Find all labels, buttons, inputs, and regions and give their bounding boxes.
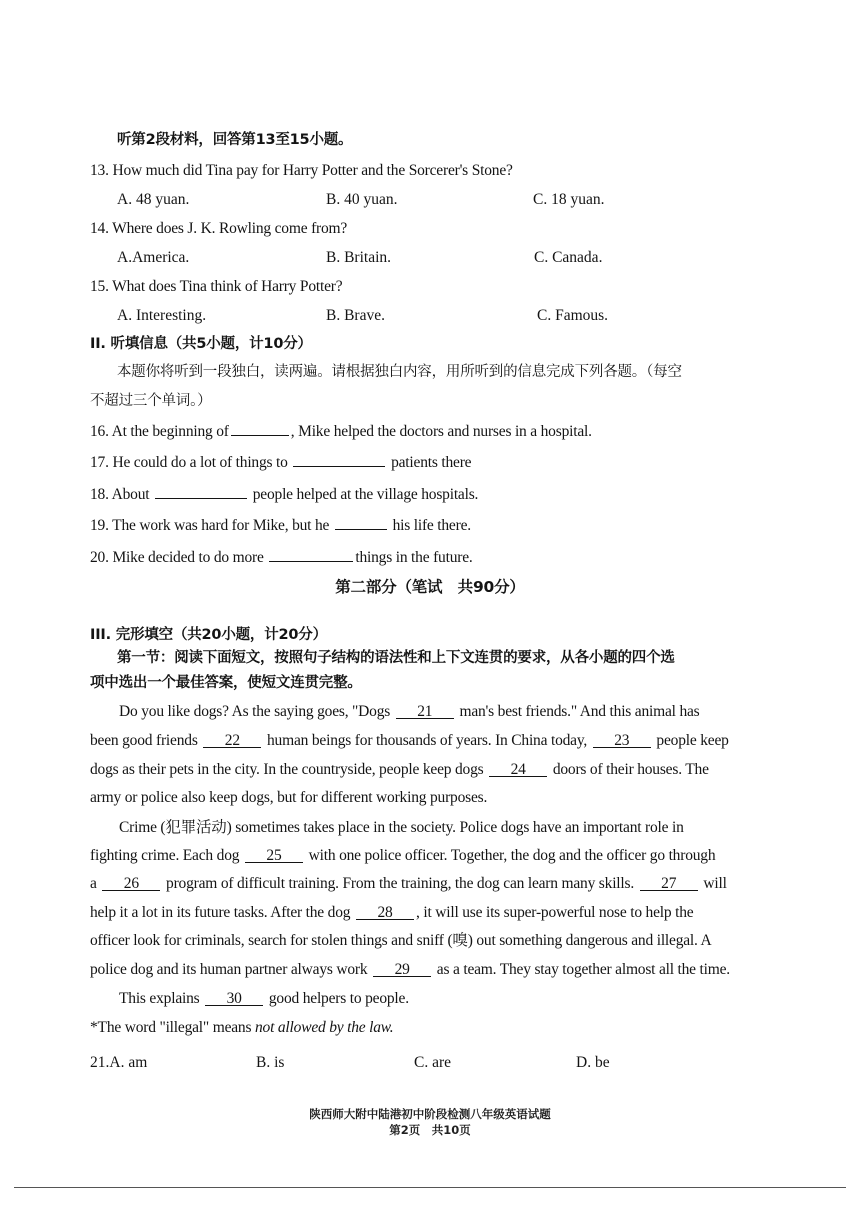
passage-line <box>90 960 730 980</box>
item-20 <box>90 545 473 568</box>
passage-text: , it will use its super-powerful nose to help the <box>416 904 694 921</box>
question-15-option-b: B. Brave. <box>326 307 385 324</box>
question-21-option-d: D. be <box>576 1054 610 1071</box>
item-18 <box>90 482 478 505</box>
item-16-text-after: , Mike helped the doctors and nurses in a hospital. <box>290 423 592 440</box>
cloze-blank-21[interactable]: 21 <box>396 702 454 719</box>
passage-text: help it a lot in its future tasks. After the dog <box>90 904 354 921</box>
question-21-option-b: B. is <box>256 1054 285 1071</box>
question-21-option-a: 21.A. am <box>90 1054 148 1071</box>
question-15-option-a: A. Interesting. <box>117 307 207 324</box>
question-13-stem: 13. How much did Tina pay for Harry Potter and the Sorcerer's Stone? <box>90 162 513 179</box>
question-14-option-a: A.America. <box>117 249 190 266</box>
cloze-blank-24[interactable]: 24 <box>489 760 547 777</box>
item-16-blank[interactable] <box>231 419 289 436</box>
listening-section-intro: 听第2段材料，回答第13至15小题。 <box>117 132 353 148</box>
passage-text: with one police officer. Together, the dog and the officer go through <box>304 847 716 864</box>
passage-text: police dog and its human partner always work <box>90 961 372 978</box>
item-18-blank[interactable] <box>155 482 247 499</box>
question-14-option-c: C. Canada. <box>534 249 603 266</box>
item-19-text-after: his life there. <box>392 517 471 534</box>
item-20-text-after: things in the future. <box>355 549 473 566</box>
cloze-blank-22[interactable]: 22 <box>203 731 261 748</box>
cloze-blank-23[interactable]: 23 <box>593 731 651 748</box>
bottom-divider <box>14 1187 846 1188</box>
question-21-option-c: C. are <box>414 1054 452 1071</box>
illegal-note-definition: not allowed by the law. <box>255 1019 394 1036</box>
footer-page-number: 第2页 共10页 <box>389 1123 471 1137</box>
cloze-blank-26[interactable]: 26 <box>102 874 160 891</box>
passage-text: man's best friends." And this animal has <box>455 703 700 720</box>
passage-line <box>90 788 487 808</box>
passage-line <box>119 989 409 1009</box>
passage-line <box>90 874 727 894</box>
section-2-instruction-line2: 不超过三个单词。） <box>90 393 212 409</box>
item-19-blank[interactable] <box>335 513 387 530</box>
item-17-blank[interactable] <box>293 450 385 467</box>
question-14-stem: 14. Where does J. K. Rowling come from? <box>90 220 348 237</box>
passage-line <box>90 931 712 951</box>
passage-text: Crime (犯罪活动) sometimes takes place in the society. Police dogs have an important role in <box>119 819 684 836</box>
passage-text: program of difficult training. From the training, the dog can learn many skills. <box>162 875 638 892</box>
passage-text: doors of their houses. The <box>549 761 709 778</box>
passage-text: Do you like dogs? As the saying goes, "Dogs <box>119 703 394 720</box>
illegal-note-prefix: *The word "illegal" means <box>90 1019 255 1036</box>
question-13-option-a: A. 48 yuan. <box>117 191 190 208</box>
part-2-title: 第二部分（笔试 共90分） <box>335 578 525 596</box>
question-15-option-c: C. Famous. <box>537 307 609 324</box>
passage-text: a <box>90 875 101 892</box>
section-2-instruction-line1: 本题你将听到一段独白，读两遍。请根据独白内容，用所听到的信息完成下列各题。（每空 <box>117 364 682 380</box>
passage-text: been good friends <box>90 732 202 749</box>
section-3-heading: III. 完形填空（共20小题，计20分） <box>90 627 327 643</box>
item-17 <box>90 450 471 473</box>
passage-text: officer look for criminals, search for stolen things and sniff (嗅) out something dangerous and illegal. A <box>90 932 712 949</box>
item-18-text-after: people helped at the village hospitals. <box>252 486 479 503</box>
item-20-blank[interactable] <box>269 545 353 562</box>
cloze-blank-28[interactable]: 28 <box>356 903 414 920</box>
question-15-stem: 15. What does Tina think of Harry Potter? <box>90 278 343 295</box>
item-18-text-before: 18. About <box>90 486 150 503</box>
question-14-option-b: B. Britain. <box>326 249 392 266</box>
item-20-text-before: 20. Mike decided to do more <box>90 549 264 566</box>
footer-exam-title: 陕西师大附中陆港初中阶段检测八年级英语试题 <box>309 1107 551 1121</box>
section-2-heading: II. 听填信息（共5小题，计10分） <box>90 336 312 352</box>
section-3-instruction-line2: 项中选出一个最佳答案，使短文连贯完整。 <box>90 675 362 691</box>
cloze-blank-25[interactable]: 25 <box>245 846 303 863</box>
passage-text: as a team. They stay together almost all the time. <box>433 961 730 978</box>
item-17-text-before: 17. He could do a lot of things to <box>90 454 288 471</box>
question-13-option-b: B. 40 yuan. <box>326 191 398 208</box>
item-17-text-after: patients there <box>391 454 472 471</box>
illegal-note <box>90 1018 393 1038</box>
passage-text: fighting crime. Each dog <box>90 847 243 864</box>
passage-text: good helpers to people. <box>265 990 409 1007</box>
passage-line <box>90 903 693 923</box>
passage-line <box>119 818 684 838</box>
cloze-blank-27[interactable]: 27 <box>640 874 698 891</box>
passage-line <box>119 702 700 722</box>
passage-text: people keep <box>652 732 729 749</box>
cloze-blank-29[interactable]: 29 <box>373 960 431 977</box>
item-19 <box>90 513 471 536</box>
section-3-instruction-line1: 第一节：阅读下面短文，按照句子结构的语法性和上下文连贯的要求，从各小题的四个选 <box>117 650 675 666</box>
passage-line <box>90 760 709 780</box>
question-13-option-c: C. 18 yuan. <box>533 191 605 208</box>
passage-line <box>90 846 715 866</box>
passage-text: human beings for thousands of years. In China today, <box>263 732 591 749</box>
item-16-text-before: 16. At the beginning of <box>90 423 229 440</box>
passage-text: This explains <box>119 990 204 1007</box>
passage-text: dogs as their pets in the city. In the countryside, people keep dogs <box>90 761 488 778</box>
cloze-blank-30[interactable]: 30 <box>205 989 263 1006</box>
item-19-text-before: 19. The work was hard for Mike, but he <box>90 517 330 534</box>
passage-text: will <box>699 875 727 892</box>
item-16 <box>90 419 592 442</box>
passage-line <box>90 731 729 751</box>
passage-text: army or police also keep dogs, but for different working purposes. <box>90 789 488 806</box>
